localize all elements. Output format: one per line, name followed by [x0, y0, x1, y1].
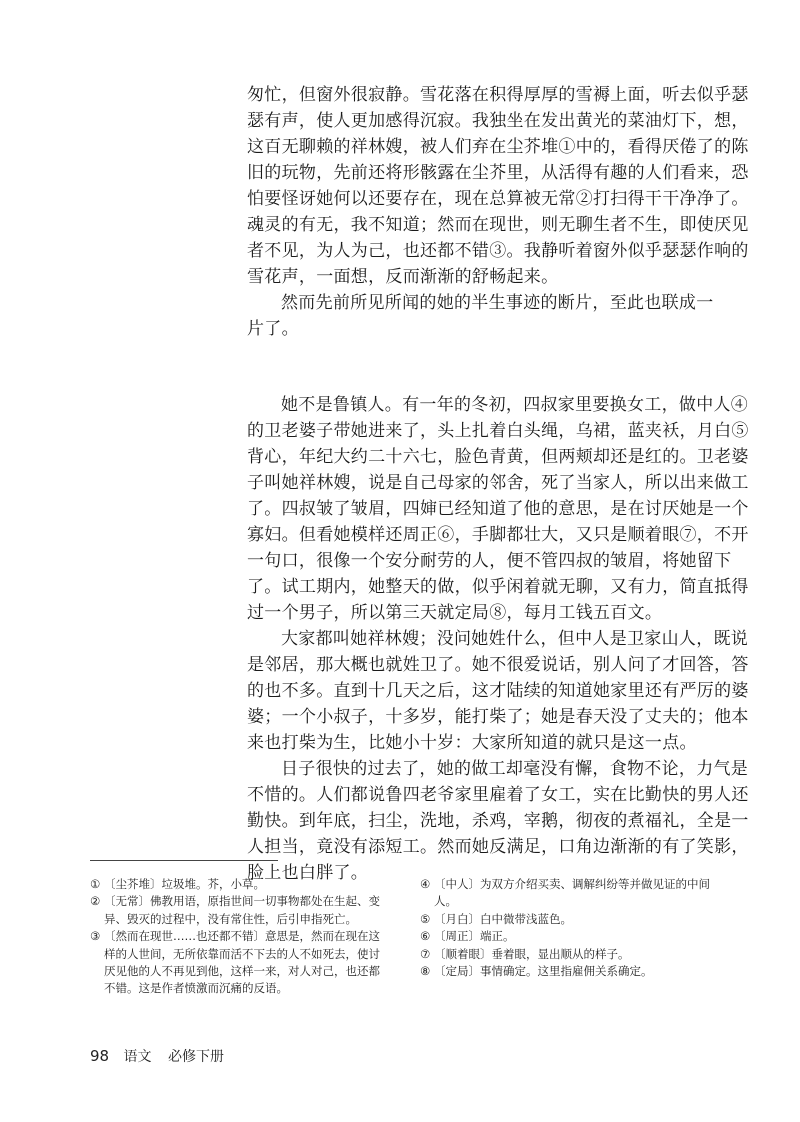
- text-line: 片了。: [247, 319, 299, 339]
- text-line: 背心，年纪大约二十六七，脸色青黄，但两颊却还是红的。卫老婆: [247, 447, 749, 467]
- footnote-text: 〔然而在现世……也还都不错〕意思是，然而在现在这样的人世间，无所依靠而活不下去的人不如死去，使讨厌见他的人不再见到他，这样一来，对人对己，也还都不错。这是作者愤激而沉痛的反语。: [104, 929, 380, 996]
- footnote-number: ⑥: [420, 929, 431, 944]
- text-line: 的卫老婆子带她进来了，头上扎着白头绳，乌裙，蓝夹袄，月白⑤: [247, 421, 749, 441]
- text-line: 婆；一个小叔子，十多岁，能打柴了；她是春天没了丈夫的；他本: [247, 707, 749, 727]
- footnote: [90, 928, 380, 998]
- paragraph-block-3: [247, 392, 749, 626]
- section-gap: [247, 342, 705, 392]
- text-line: 魂灵的有无，我不知道；然而在现世，则无聊生者不生，即使厌见: [247, 215, 749, 235]
- page-number: 98: [90, 1047, 110, 1065]
- text-line: 是邻居，那大概也就姓卫了。她不很爱说话，别人问了才回答，答: [247, 655, 749, 675]
- footnote-number: ①: [90, 877, 101, 891]
- paragraph-block-1: [247, 82, 749, 290]
- text-line: 怕要怪讶她何以还要存在，现在总算被无常②打扫得干干净净了。: [247, 189, 749, 209]
- footnote-text: 〔定局〕事情确定。这里指雇佣关系确定。: [434, 964, 653, 979]
- text-line: 子叫她祥林嫂，说是自己母家的邻舍，死了当家人，所以出来做工: [247, 473, 749, 493]
- text-line: 寡妇。但看她模样还周正⑥，手脚都壮大，又只是顺着眼⑦，不开: [247, 525, 749, 545]
- text-line: 来也打柴为生，比她小十岁：大家所知道的就只是这一点。: [247, 733, 697, 753]
- text-line: 一句口，很像一个安分耐劳的人，便不管四叔的皱眉，将她留下: [247, 551, 732, 571]
- footnote-number: ⑤: [420, 911, 431, 926]
- footnote-divider: [90, 860, 278, 861]
- text-line: 她不是鲁镇人。有一年的冬初，四叔家里要换女工，做中人④: [281, 395, 749, 415]
- text-line: 瑟有声，使人更加感得沉寂。我独坐在发出黄光的菜油灯下，想，: [247, 111, 749, 131]
- footnote-text: 〔月白〕白中微带浅蓝色。: [434, 911, 572, 926]
- paragraph-block-2: [247, 290, 714, 342]
- footnote: [420, 946, 720, 963]
- footnote: [90, 876, 380, 893]
- footnote-text: 〔顺着眼〕垂着眼，显出顺从的样子。: [434, 946, 630, 961]
- book-title: 语文: [123, 1049, 152, 1065]
- text-line: 不惜的。人们都说鲁四老爷家里雇着了女工，实在比勤快的男人还: [247, 785, 749, 805]
- footnote-number: ⑦: [420, 946, 431, 961]
- text-line: 匆忙，但窗外很寂静。雪花落在积得厚厚的雪褥上面，听去似乎瑟: [247, 85, 749, 105]
- text-line: 日子很快的过去了，她的做工却毫没有懈，食物不论，力气是: [281, 759, 749, 779]
- footnote: [420, 911, 720, 928]
- text-line: 的也不多。直到十几天之后，这才陆续的知道她家里还有严厉的婆: [247, 681, 749, 701]
- footnote-text: 〔无常〕佛教用语，原指世间一切事物都处在生起、变异、毁灭的过程中，没有常住性，后引申指死亡。: [104, 894, 380, 926]
- footnotes-right: [420, 876, 720, 980]
- text-line: 旧的玩物，先前还将形骸露在尘芥里，从活得有趣的人们看来，恐: [247, 163, 749, 183]
- footnote-number: ②: [90, 894, 101, 909]
- text-line: 这百无聊赖的祥林嫂，被人们弃在尘芥堆①中的，看得厌倦了的陈: [247, 137, 749, 157]
- footnote-text: 〔尘芥堆〕垃圾堆。芥，小草。: [104, 877, 265, 891]
- text-line: 过一个男子，所以第三天就定局⑧，每月工钱五百文。: [247, 603, 663, 623]
- main-text: [247, 82, 749, 886]
- text-line: 脸上也白胖了。: [247, 863, 369, 883]
- text-line: 了。四叔皱了皱眉，四婶已经知道了他的意思，是在讨厌她是一个: [247, 499, 749, 519]
- page-footer: [90, 1046, 224, 1066]
- text-line: 勤快。到年底，扫尘，洗地，杀鸡，宰鹅，彻夜的煮福礼，全是一: [247, 811, 749, 831]
- paragraph-block-4: [247, 626, 749, 756]
- footnote: [420, 963, 720, 980]
- footnote: [420, 928, 720, 945]
- text-line: 然而先前所见所闻的她的半生事迹的断片，至此也联成一: [281, 293, 714, 313]
- text-line: 人担当，竟没有添短工。然而她反满足，口角边渐渐的有了笑影，: [247, 837, 749, 857]
- footnote-number: ③: [90, 929, 101, 944]
- footnote: [90, 893, 380, 928]
- footnotes-left: [90, 876, 380, 998]
- text-line: 了。试工期内，她整天的做，似乎闲着就无聊，又有力，简直抵得: [247, 577, 749, 597]
- text-line: 者不见，为人为己，也还都不错③。我静听着窗外似乎瑟瑟作响的: [247, 241, 749, 261]
- footnote-text: 〔周正〕端正。: [434, 929, 515, 944]
- text-line: 大家都叫她祥林嫂；没问她姓什么，但中人是卫家山人，既说: [281, 629, 749, 649]
- footnote: [420, 876, 720, 911]
- text-line: 雪花声，一面想，反而渐渐的舒畅起来。: [247, 267, 559, 287]
- footnote-text: 〔中人〕为双方介绍买卖、调解纠纷等并做见证的中间人。: [434, 877, 710, 909]
- footnote-number: ④: [420, 877, 431, 891]
- footnote-number: ⑧: [420, 964, 431, 979]
- paragraph-block-5: [247, 756, 749, 886]
- volume-title: 必修下册: [168, 1049, 224, 1065]
